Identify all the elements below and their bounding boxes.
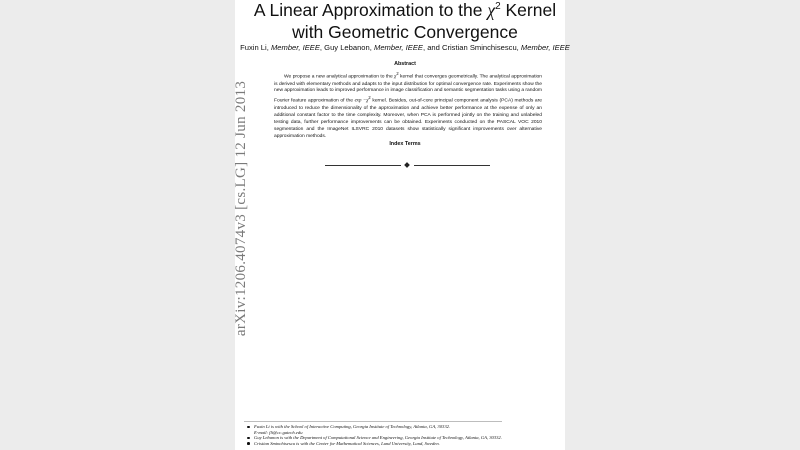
author-separator: , xyxy=(369,43,374,52)
abstract-exp-kernel: exp −χ xyxy=(354,98,369,104)
author-name: Cristian Sminchisescu xyxy=(441,43,517,52)
bullet-icon xyxy=(247,426,250,429)
footnote-rule xyxy=(244,421,502,422)
title-text-start: A Linear Approximation to the xyxy=(253,0,488,20)
footnote-line: Guy Lebanon is with the Department of Computational Science and Engineering, Georgia Institute of Technology, Atlanta, GA, 30332. xyxy=(254,435,502,441)
abstract-text: kernel. Besides, out-of-core principal component analysis (PCA) methods are introduced to reduce the dimensionality of the approximation and achieve better performance at the expense of only an additional constant factor to the time complexity. Moreover, when PCA is performed jointly on the training and unlabeled testing data, further performance improvements can be obtained. Experiments conducted on the PASCAL VOC 2010 segmentation and the ImageNet ILSVRC 2010 datasets show statistically significant improvements over alternative approximation methods. xyxy=(274,98,542,139)
footnote-email: E-mail: fli@cc.gatech.edu xyxy=(254,429,303,435)
author-name: Guy Lebanon xyxy=(324,43,370,52)
abstract-text: We propose a new analytical approximation to the xyxy=(284,74,395,80)
section-divider-right xyxy=(414,165,490,166)
section-divider-left xyxy=(325,165,401,166)
author-separator: , xyxy=(266,43,271,52)
author-name: Fuxin Li xyxy=(240,43,267,52)
title-superscript: 2 xyxy=(495,1,501,12)
author-list xyxy=(240,43,570,53)
footnote-item xyxy=(247,441,565,447)
affiliation-footnotes xyxy=(247,424,565,446)
author-role: Member, IEEE xyxy=(270,43,320,52)
author-separator: , and xyxy=(422,43,442,52)
author-role: Member, IEEE xyxy=(520,43,570,52)
abstract-heading: Abstract xyxy=(394,61,416,67)
abstract-superscript: 2 xyxy=(368,95,371,101)
title-chi-symbol: χ xyxy=(487,0,496,20)
author-role: Member, IEEE xyxy=(374,43,423,52)
title-text-end: Kernel with Geometric Convergence xyxy=(292,0,557,42)
author-separator: , xyxy=(319,43,325,52)
footnote-line: Fuxin Li is with the School of Interactive Computing, Georgia Institute of Technology, Atlanta, GA, 30332. xyxy=(254,424,451,429)
paper-title xyxy=(240,0,570,43)
bullet-icon xyxy=(247,442,250,445)
footnote-line: Cristian Sminchisescu is with the Center for Mathematical Sciences, Lund University, Lund, Sweden. xyxy=(254,440,440,446)
arxiv-identifier-stamp xyxy=(232,80,252,336)
footnote-item xyxy=(247,424,565,435)
paper-page xyxy=(235,0,565,450)
abstract-chi-symbol: χ xyxy=(394,74,397,80)
abstract-text: kernel that converges geometrically. The analytical approximation is derived with elementary methods and adapts to the input distribution for optimal convergence rate. Experiments show the new approximation leads to improved performance in image classification and semantic segmentation tasks using a random Fourier feature approximation of the xyxy=(274,74,542,104)
bullet-icon xyxy=(247,437,250,440)
abstract-body xyxy=(274,71,542,140)
author-separator: , xyxy=(516,43,521,52)
arxiv-identifier-text: arXiv:1206.4074v3 [cs.LG] 12 Jun 2013 xyxy=(233,80,250,336)
abstract-superscript: 2 xyxy=(396,71,399,76)
index-terms-heading: Index Terms xyxy=(389,141,421,147)
